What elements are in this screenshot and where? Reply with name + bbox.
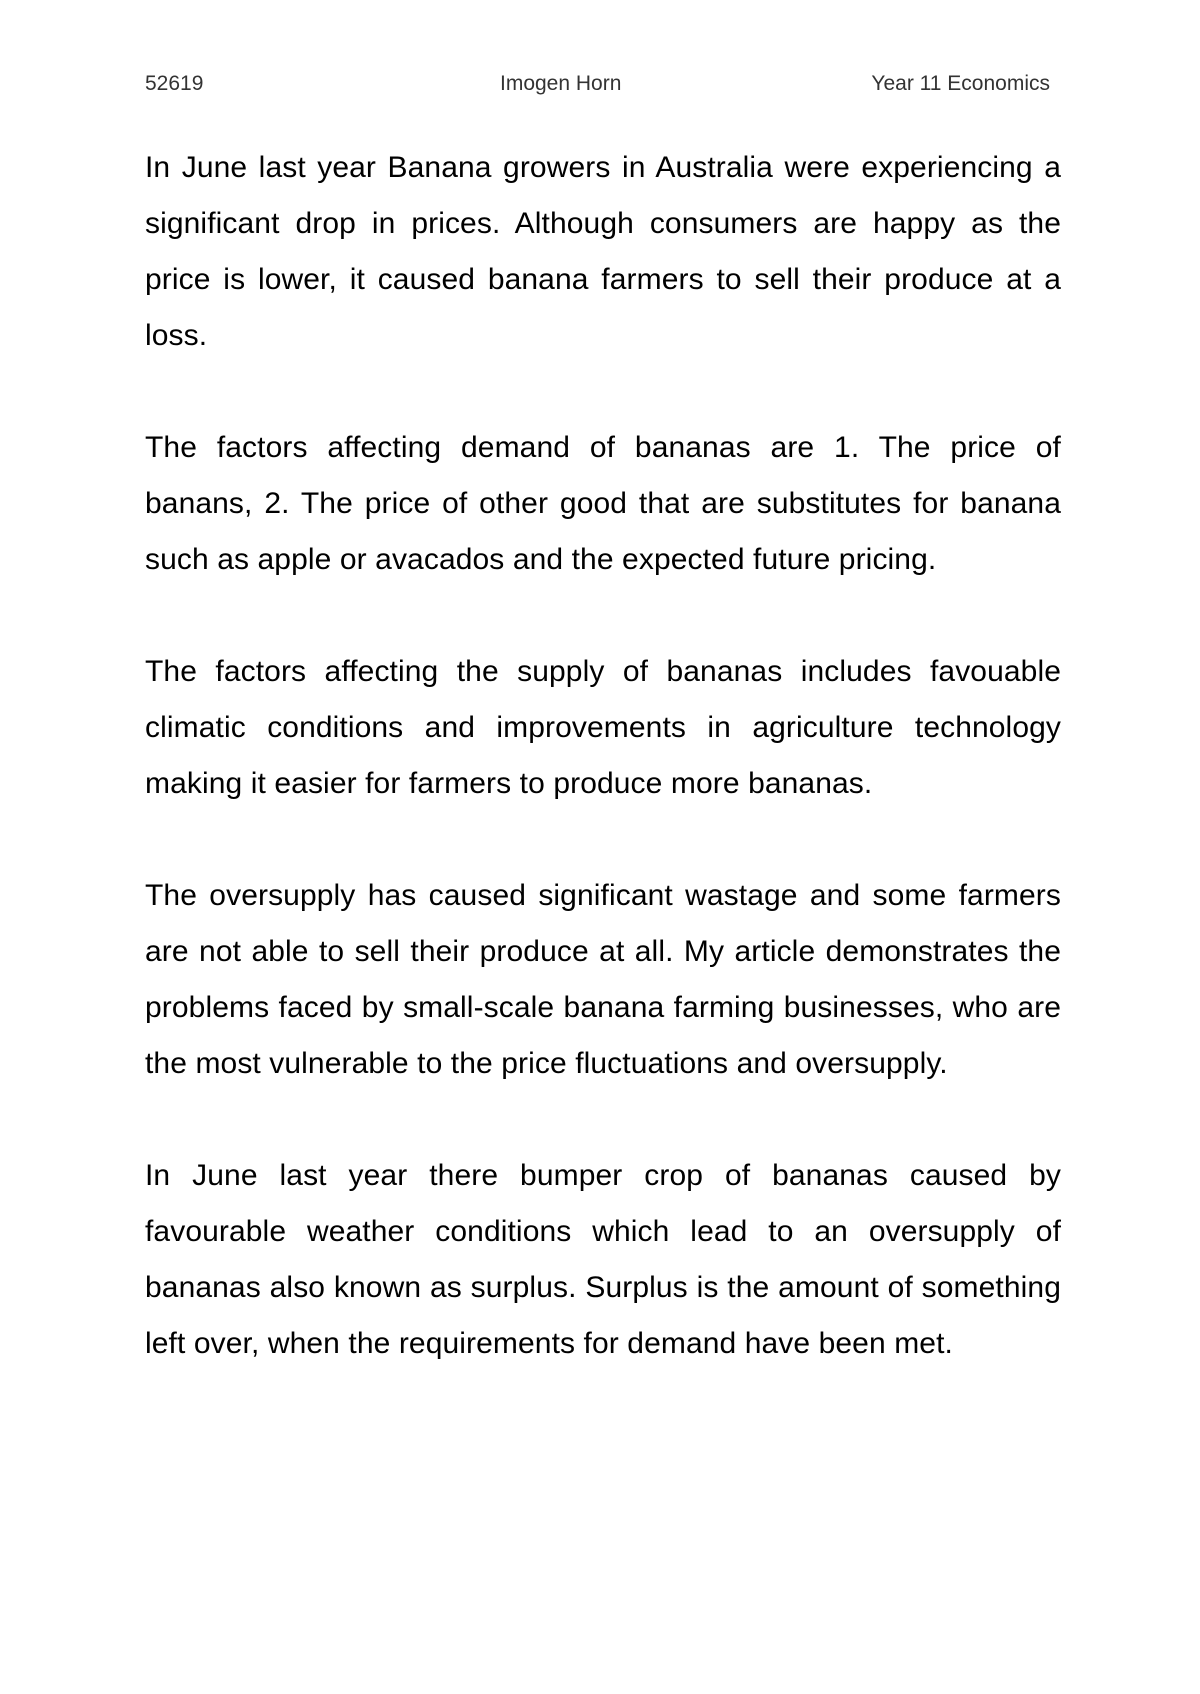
author-name: Imogen Horn xyxy=(500,72,622,95)
student-id: 52619 xyxy=(145,72,204,95)
paragraph-demand-factors: The factors affecting demand of bananas are 1. The price of banans, 2. The price of other good that are substitutes for banana such as apple or avacados and the expected future pricing. xyxy=(145,431,1061,576)
document-body xyxy=(145,140,1061,1428)
paragraph-oversupply: The oversupply has caused significant wastage and some farmers are not able to sell their produce at all. My article demonstrates the problems faced by small-scale banana farming businesses, who are the most vulnerable to the price fluctuations and oversupply. xyxy=(145,879,1061,1080)
paragraph-price-drop: In June last year Banana growers in Australia were experiencing a significant drop in prices. Although consumers are happy as the price is lower, it caused banana farmers to sell their produce at a loss. xyxy=(145,151,1061,352)
paragraph-surplus: In June last year there bumper crop of bananas caused by favourable weather conditions which lead to an oversupply of bananas also known as surplus. Surplus is the amount of something left over, when the requirements for demand have been met. xyxy=(145,1159,1061,1360)
page-header xyxy=(145,72,1050,102)
paragraph-supply-factors: The factors affecting the supply of bananas includes favouable climatic conditions and improvements in agriculture technology making it easier for farmers to produce more bananas. xyxy=(145,655,1061,800)
course-name: Year 11 Economics xyxy=(871,72,1050,95)
